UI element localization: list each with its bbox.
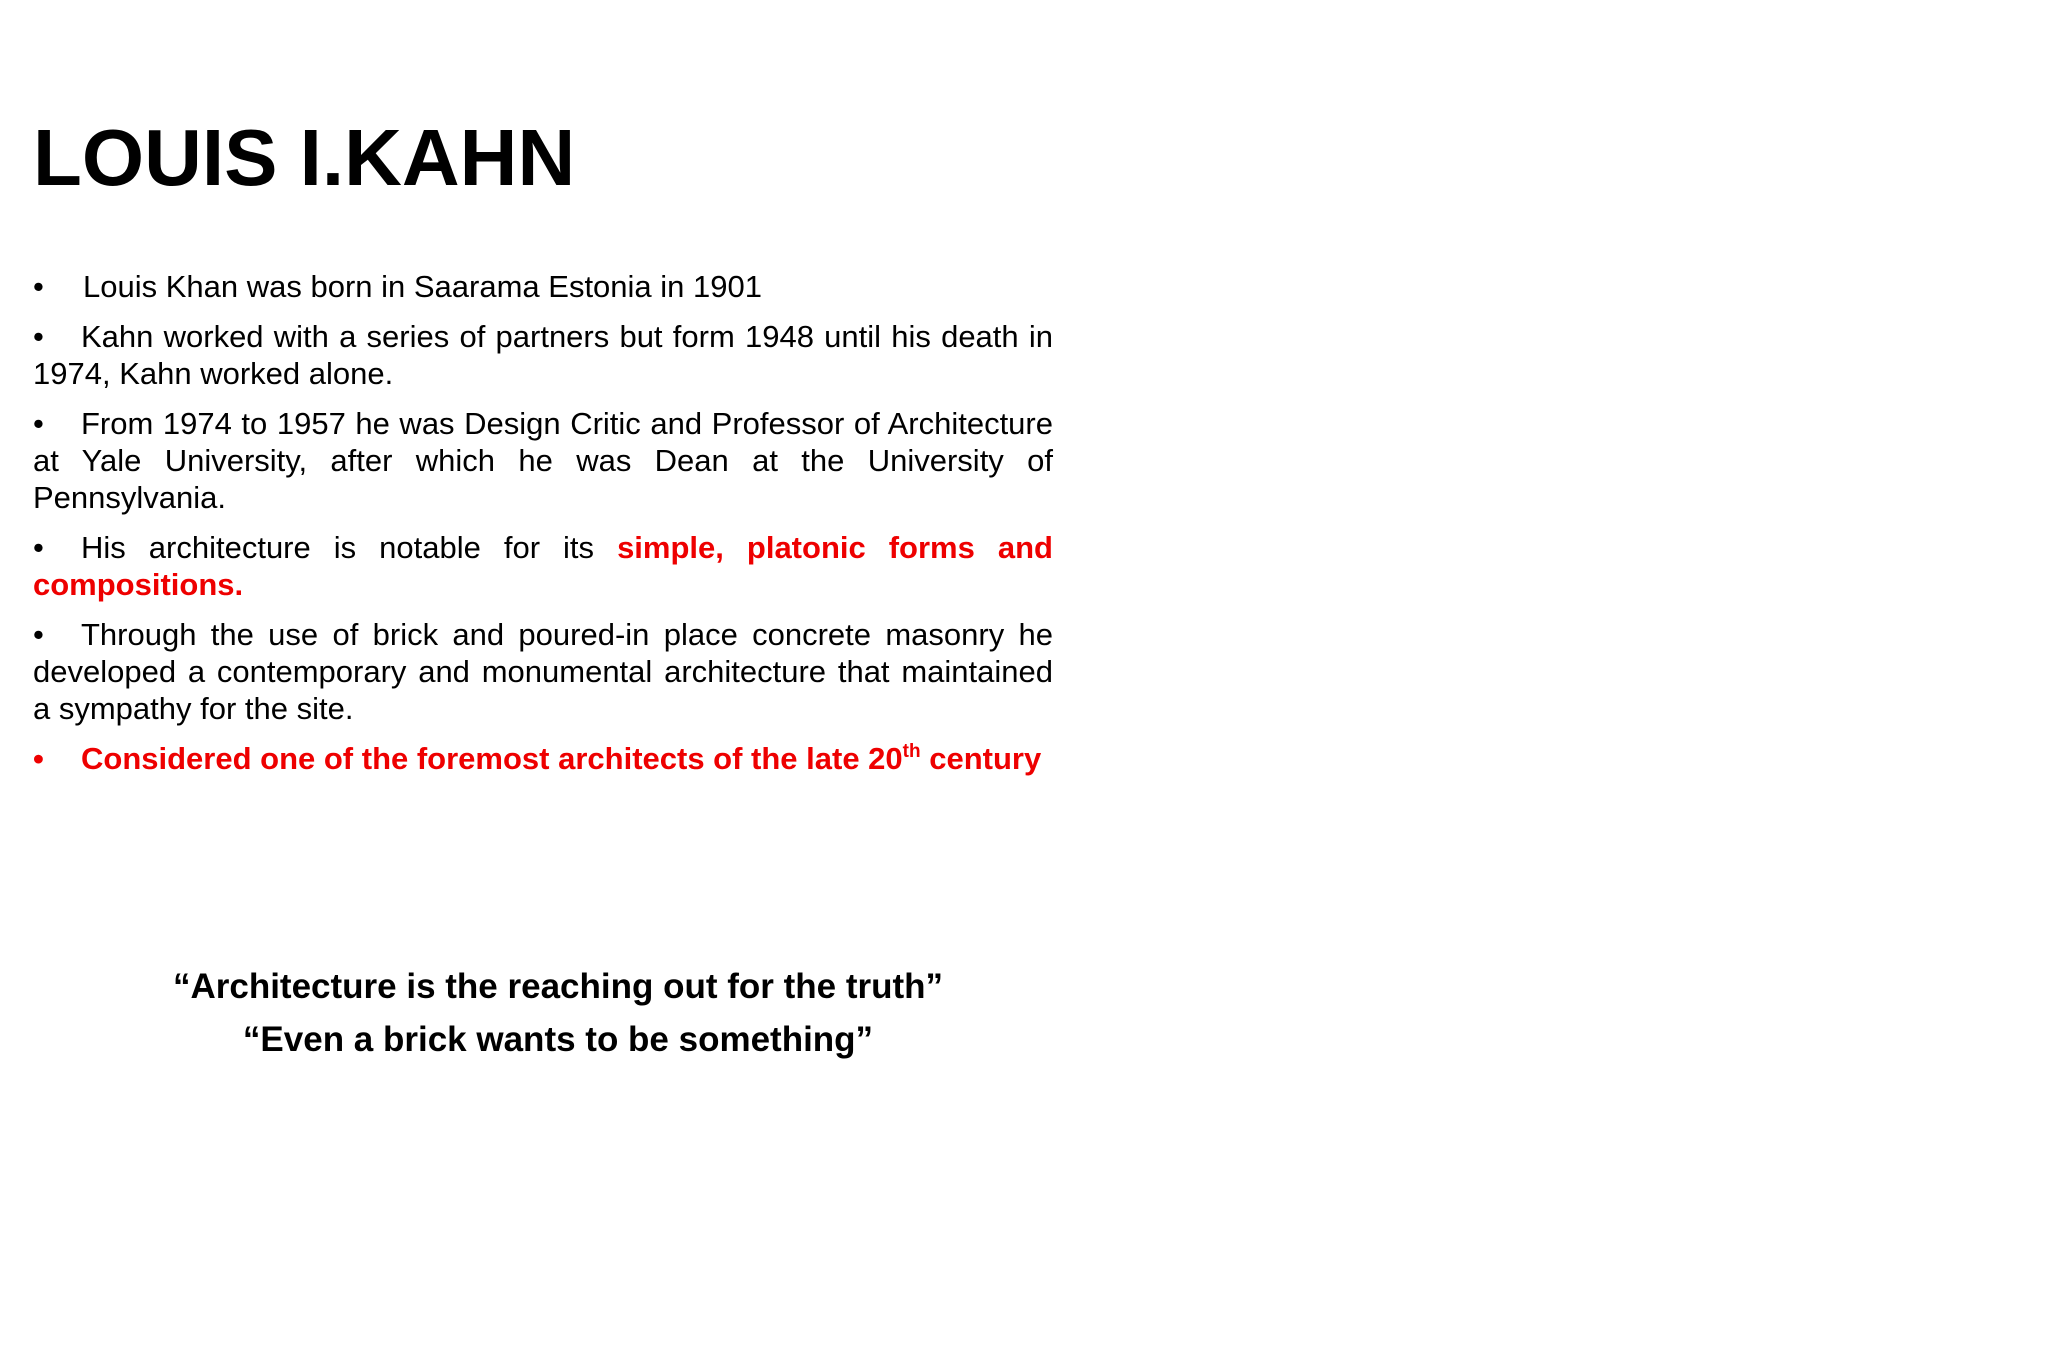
bullet-marker: • (33, 741, 44, 776)
quote-truth: “Architecture is the reaching out for the truth” (172, 967, 944, 1006)
bullet-item-partners (33, 318, 1053, 392)
bullet-text: Considered one of the foremost architects of the late 20 (81, 741, 903, 776)
bullet-marker: • (33, 319, 44, 354)
bullet-text-end: century (920, 741, 1042, 776)
bullet-item-yale (33, 405, 1053, 516)
bullet-marker: • (33, 530, 44, 565)
bullet-marker: • (33, 406, 44, 441)
bullet-marker: • (33, 269, 44, 304)
quote-brick: “Even a brick wants to be something” (242, 1020, 874, 1059)
bullet-text: Kahn worked with a series of partners but form 1948 until his death in 1974, Kahn worked alone. (33, 319, 1053, 391)
bullet-highlight-text: simple, platonic forms and compositions. (33, 530, 1053, 602)
quote-block (33, 960, 1083, 1066)
bullet-item-birth (33, 268, 1053, 305)
bullet-text: Louis Khan was born in Saarama Estonia in 1901 (83, 269, 762, 304)
bullet-item-foremost (33, 740, 1053, 777)
bullet-item-forms (33, 529, 1053, 603)
ordinal-superscript: th (902, 741, 921, 762)
bullet-marker: • (33, 617, 44, 652)
bullet-text: From 1974 to 1957 he was Design Critic and Professor of Architecture at Yale University, after which he was Dean at the University of Pennsylvania. (33, 406, 1053, 515)
bullet-text: Through the use of brick and poured-in place concrete masonry he developed a contemporary and monumental architecture that maintained a sympathy for the site. (33, 617, 1053, 726)
bullet-item-materials (33, 616, 1053, 727)
slide-title: LOUIS I.KAHN (33, 113, 576, 202)
bullet-list (33, 268, 1053, 790)
bullet-text: His architecture is notable for its (81, 530, 618, 565)
